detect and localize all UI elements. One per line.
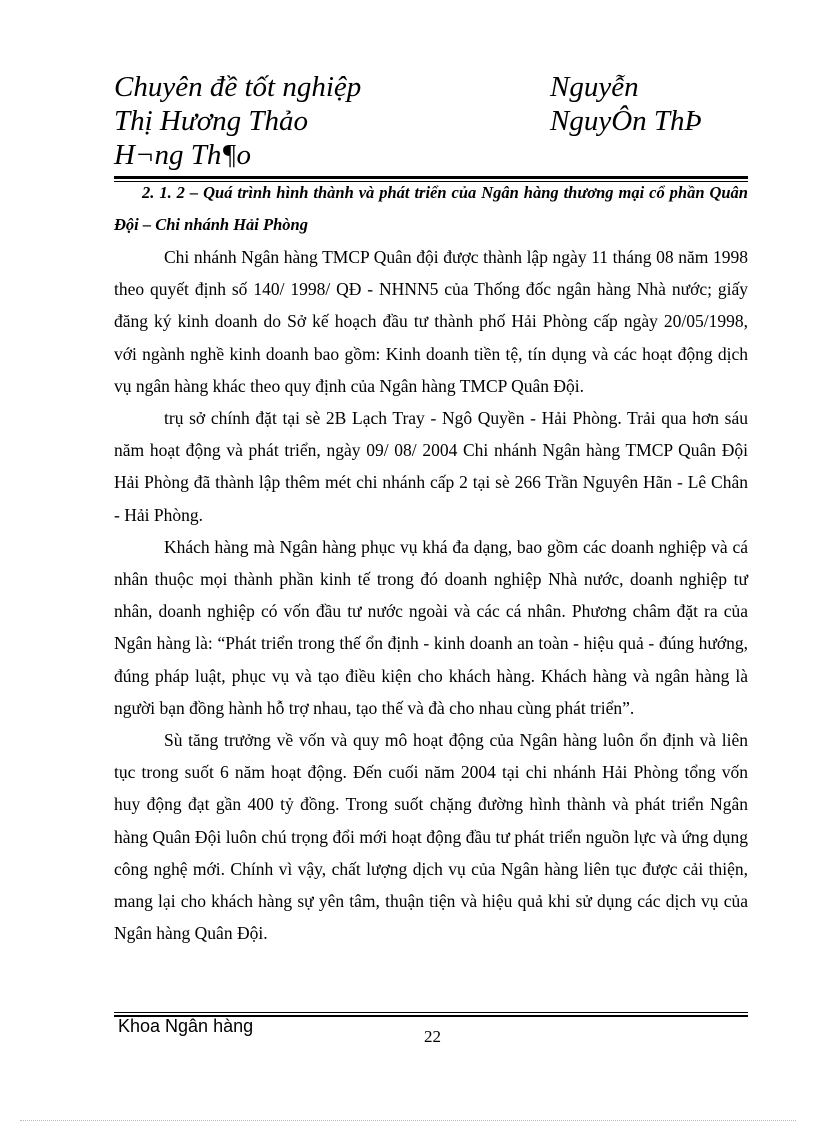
header-title: Chuyên đề tốt nghiệp (114, 71, 362, 103)
header-author-garbled: NguyÔn ThÞ (550, 105, 703, 137)
paragraph-3: Khách hàng mà Ngân hàng phục vụ khá đa dạng, bao gồm các doanh nghiệp và cá nhân thuộc mọi thành phần kinh tế trong đó doanh nghiệp Nhà nước, doanh nghiệp tư nhân, doanh nghiệp có vốn đầu tư nước ngoài và các cá nhân. Phương châm đặt ra của Ngân hàng là: “Phát triển trong thế ổn định - kinh doanh an toàn - hiệu quả - đúng hướng, đúng pháp luật, phục vụ và tạo điều kiện cho khách hàng. Khách hàng và ngân hàng là người bạn đồng hành hỗ trợ nhau, tạo thế và đà cho nhau cùng phát triển”. (114, 536, 748, 718)
header-line-2 (114, 104, 754, 138)
paragraph-4: Sù tăng trưởng về vốn và quy mô hoạt động của Ngân hàng luôn ổn định và liên tục trong suốt 6 năm hoạt động. Đến cuối năm 2004 tại chi nhánh Hải Phòng tổng vốn huy động đạt gần 400 tỷ đồng. Trong suốt chặng đường hình thành và phát triển Ngân hàng Quân Đội luôn chú trọng đổi mới hoạt động đầu tư phát triển nguồn lực và ứng dụng công nghệ mới. Chính vì vậy, chất lượng dịch vụ của Ngân hàng liên tục được cải thiện, mang lại cho khách hàng sự yên tâm, thuận tiện và hiệu quả khi sử dụng các dịch vụ của Ngân hàng Quân Đội. (114, 730, 748, 944)
header-author-garbled-2: H¬ng Th¶o (114, 139, 252, 171)
footer-department: Khoa Ngân hàng (118, 1016, 254, 1036)
header-line-3 (114, 138, 754, 172)
document-body (114, 177, 748, 949)
header-author-part-1: Nguyễn (550, 71, 639, 103)
paragraph-2: trụ sở chính đặt tại sè 2B Lạch Tray - Ngô Quyền - Hải Phòng. Trải qua hơn sáu năm hoạt động và phát triển, ngày 09/ 08/ 2004 Chi nhánh Ngân hàng TMCP Quân Đội Hải Phòng đã thành lập thêm mét chi nhánh cấp 2 tại sè 266 Trần Nguyên Hãn - Lê Chân - Hải Phòng. (114, 408, 748, 525)
page-number: 22 (424, 1027, 441, 1046)
page-header (114, 70, 754, 172)
header-line-1 (114, 70, 754, 104)
paragraph-1: Chi nhánh Ngân hàng TMCP Quân đội được thành lập ngày 11 tháng 08 năm 1998 theo quyết định số 140/ 1998/ QĐ - NHNN5 của Thống đốc ngân hàng Nhà nước; giấy đăng ký kinh doanh do Sở kế hoạch đầu tư thành phố Hải Phòng cấp ngày 20/05/1998, với ngành nghề kinh doanh bao gồm: Kinh doanh tiền tệ, tín dụng và các hoạt động dịch vụ ngân hàng khác theo quy định của Ngân hàng TMCP Quân Đội. (114, 247, 748, 396)
page-edge-guide (20, 1120, 796, 1121)
section-heading: 2. 1. 2 – Quá trình hình thành và phát triển của Ngân hàng thương mại cổ phần Quân Đội – Chi nhánh Hải Phòng (114, 183, 748, 234)
header-author-part-2: Thị Hương Thảo (114, 105, 309, 137)
